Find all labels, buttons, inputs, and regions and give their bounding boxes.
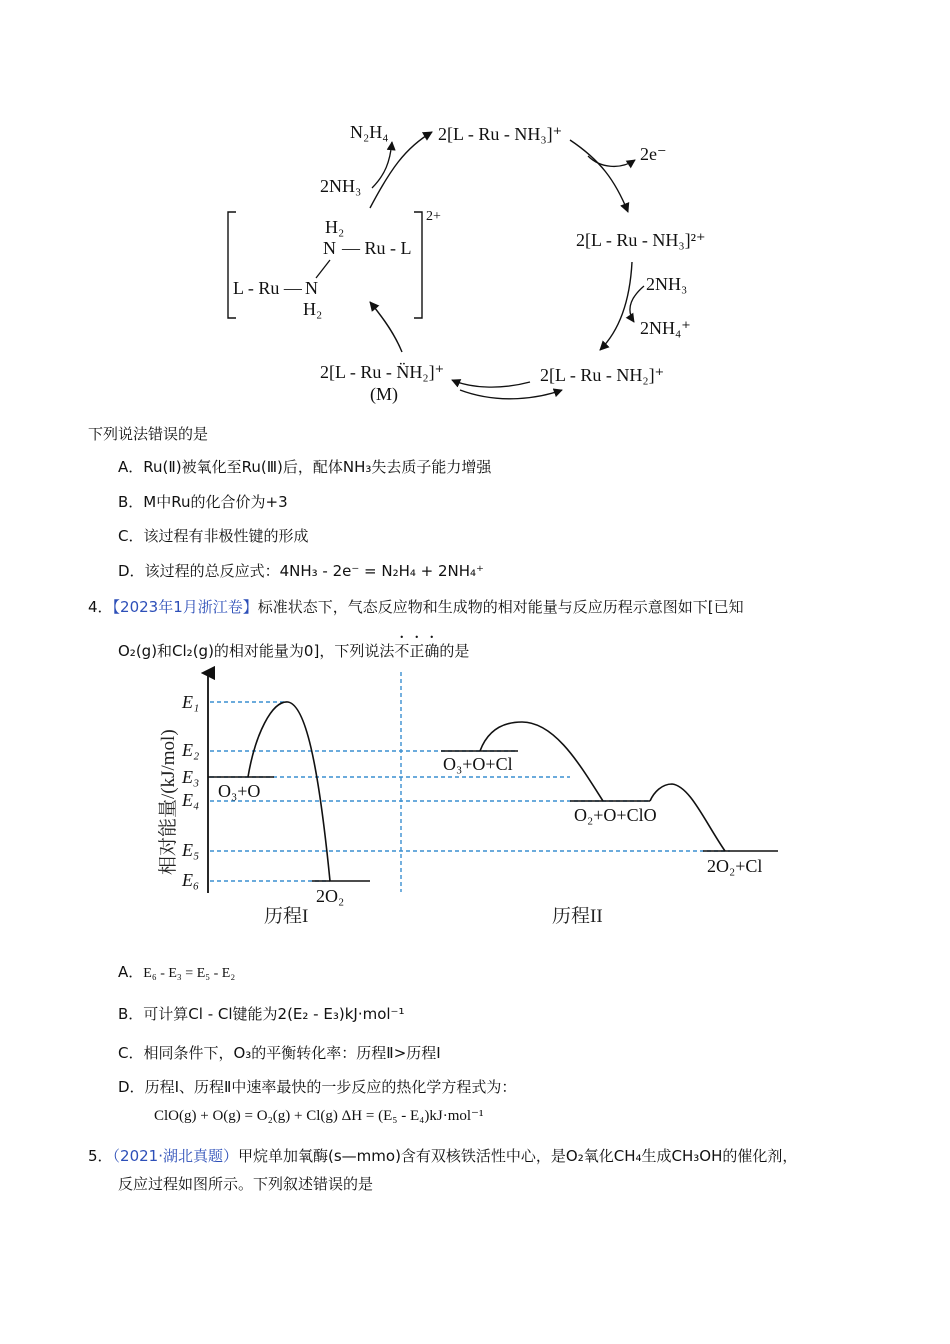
option-text: 历程Ⅰ、历程Ⅱ中速率最快的一步反应的热化学方程式为： [144, 1078, 517, 1096]
q4-option-d[interactable] [118, 1076, 516, 1097]
option-text: Ru(Ⅱ)被氧化至Ru(Ⅲ)后，配体NH₃失去质子能力增强 [143, 458, 492, 476]
q4-option-a[interactable] [118, 961, 235, 982]
dimer-ru-l: — Ru - L [342, 238, 412, 258]
species-2o2: 2O₂ [316, 886, 345, 906]
option-text: 相同条件下，O₃的平衡转化率：历程Ⅱ>历程Ⅰ [143, 1044, 441, 1062]
ru-catalytic-cycle-diagram [0, 0, 950, 415]
right-complex: 2[L - Ru - NH₃]²⁺ [576, 230, 706, 250]
dimer-n-top: N [323, 238, 336, 258]
level-e6: E₆ [182, 870, 200, 890]
dimer-n-n-bond [316, 260, 330, 278]
bottom-right-complex: 2[L - Ru - NH₂]⁺ [540, 365, 665, 385]
option-label: A． [118, 963, 144, 981]
dimer-h2-bottom: H₂ [303, 299, 323, 319]
path2-curve-2 [650, 784, 725, 851]
question-text: O₂(g)和Cl₂(g)的相对能量为0]，下列说法 [118, 642, 395, 660]
dimer-right-bracket [414, 212, 422, 318]
option-text: 该过程的总反应式：4NH₃ - 2e⁻ = N₂H₄ + 2NH₄⁺ [144, 562, 484, 580]
question-text-end: 的是 [439, 642, 470, 660]
y-axis-label: 相对能量/(kJ/mol) [158, 729, 179, 875]
arrow-right-to-bottom [600, 262, 632, 350]
species-o3-o-cl: O₃+O+Cl [443, 754, 513, 774]
option-label: D． [118, 1078, 145, 1096]
dimer-n-bottom: N [305, 278, 318, 298]
m-label: (M) [370, 384, 398, 404]
question-source: 【2023年1月浙江卷】 [112, 598, 258, 616]
two-nh4-label: 2NH₄⁺ [640, 318, 691, 338]
q4-option-c[interactable] [118, 1042, 441, 1063]
bottom-left-complex-m: 2[L - Ru - N̈H₂]⁺ [320, 362, 445, 382]
energy-profile-diagram [0, 660, 950, 935]
question-number: 4． [88, 598, 113, 616]
two-nh3-right: 2NH₃ [646, 274, 688, 294]
option-text: 该过程有非极性键的形成 [143, 527, 309, 545]
path1-label: 历程I [264, 906, 309, 927]
option-label: C． [118, 1044, 144, 1062]
q4-option-d-equation: ClO(g) + O(g) = O₂(g) + Cl(g) ΔH = (E₅ - E₄)kJ·mol⁻¹ [154, 1108, 484, 1124]
q3-option-d[interactable] [118, 560, 484, 581]
top-complex: 2[L - Ru - NH₃]⁺ [438, 124, 563, 144]
dimer-left-bracket [228, 212, 236, 318]
option-label: B． [118, 1005, 144, 1023]
arrow-n2h4-release [372, 142, 392, 188]
question-source: （2021·湖北真题） [112, 1147, 238, 1165]
option-text: M中Ru的化合价为+3 [143, 493, 288, 511]
arrow-dimer-to-top [370, 132, 432, 208]
level-e2: E₂ [182, 740, 200, 760]
two-electron-label: 2e⁻ [640, 144, 667, 164]
arrow-m-to-dimer [370, 302, 402, 352]
q5-stem-line2: 反应过程如图所示。下列叙述错误的是 [118, 1175, 374, 1193]
level-e5: E₅ [182, 840, 200, 860]
level-e4: E₄ [182, 790, 200, 810]
q4-option-b[interactable] [118, 1003, 404, 1024]
q4-stem-line1 [88, 596, 744, 617]
q3-stem: 下列说法错误的是 [88, 425, 209, 443]
arrow-nh4-release [630, 286, 644, 322]
option-text: E₆ - E₃ = E₅ - E₂ [143, 966, 236, 981]
path2-label: 历程II [552, 906, 603, 927]
option-label: B． [118, 493, 144, 511]
dimer-l-ru: L - Ru — [233, 278, 302, 298]
arrow-equilibrium-forward [460, 390, 562, 399]
option-label: D． [118, 562, 145, 580]
q5-stem-line1 [88, 1145, 797, 1166]
option-label: A． [118, 458, 144, 476]
question-text: 标准状态下，气态反应物和生成物的相对能量与反应历程示意图如下[已知 [257, 598, 744, 616]
species-o3-o: O₃+O [218, 781, 261, 801]
option-label: C． [118, 527, 144, 545]
n2h4-label: N₂H₄ [350, 122, 389, 142]
option-text: 可计算Cl - Cl键能为2(E₂ - E₃)kJ·mol⁻¹ [143, 1005, 405, 1023]
question-text: 甲烷单加氧酶(s—mmo)含有双核铁活性中心，是O₂氧化CH₄生成CH₃OH的催化剂， [238, 1147, 798, 1165]
q3-option-a[interactable] [118, 456, 491, 477]
q3-option-c[interactable] [118, 525, 309, 546]
dimer-h2-top: H₂ [325, 217, 345, 237]
arrow-equilibrium-back [452, 380, 530, 387]
arrow-2e-release [588, 156, 635, 166]
q4-stem-line2 [118, 633, 469, 661]
level-e1: E₁ [182, 692, 200, 712]
dimer-charge: 2+ [426, 209, 441, 224]
arrow-top-to-right [570, 140, 628, 212]
two-nh3-left: 2NH₃ [320, 176, 362, 196]
emphasized-text: 不正确 [394, 642, 440, 660]
question-number: 5． [88, 1147, 113, 1165]
species-o2-o-clo: O₂+O+ClO [574, 805, 657, 825]
species-2o2-cl: 2O₂+Cl [707, 856, 763, 876]
level-e3: E₃ [182, 767, 200, 787]
q3-option-b[interactable] [118, 491, 288, 512]
